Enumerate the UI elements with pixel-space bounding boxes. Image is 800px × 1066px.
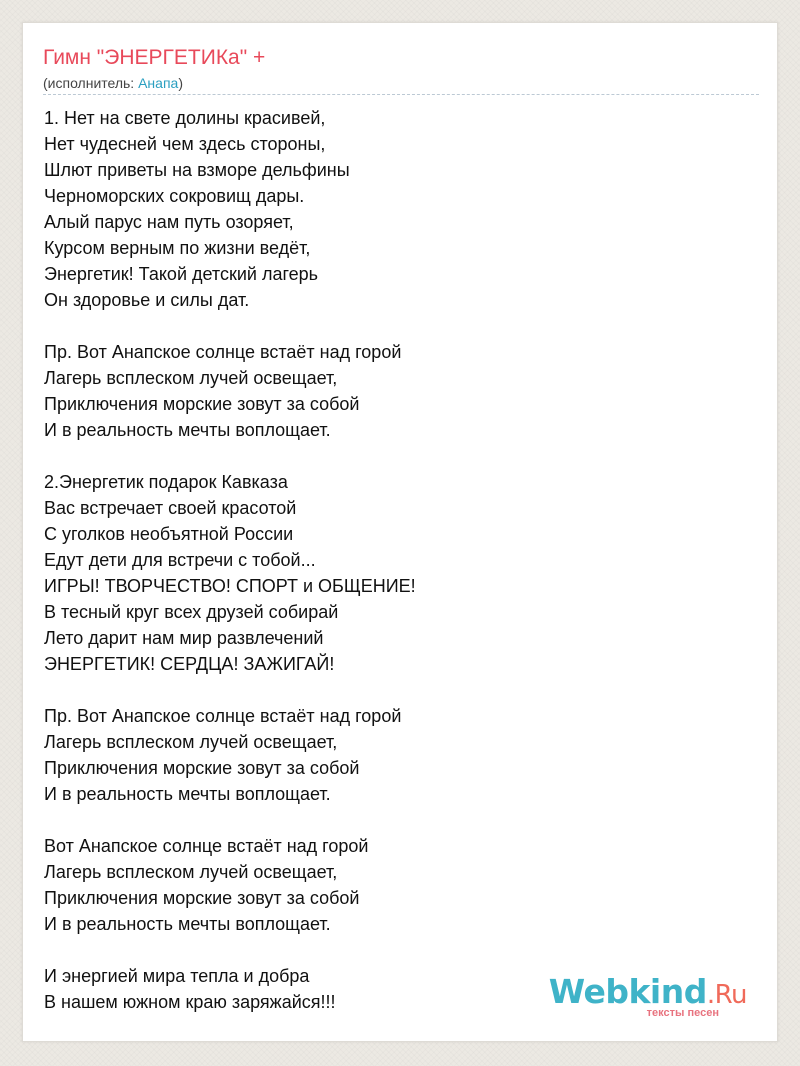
lyrics-text [44,105,744,1041]
lyrics-card [22,22,778,1042]
lyric-line: В тесный круг всех друзей собирай [44,602,339,622]
lyric-line: Лагерь всплеском лучей освещает, [44,862,338,882]
performer-prefix: (исполнитель: [43,75,139,91]
lyric-line: И в реальность мечты воплощает. [44,914,331,934]
lyric-line: Приключения морские зовут за собой [44,888,360,908]
lyrics-stanza [44,105,744,313]
logo-name: Webkind [548,972,707,1011]
performer-suffix: ) [178,75,183,91]
performer-link[interactable]: Анапа [138,75,179,91]
lyric-line: Он здоровье и силы дат. [44,290,250,310]
lyric-line: 2.Энергетик подарок Кавказа [44,472,288,492]
lyric-line: Едут дети для встречи с тобой... [44,550,316,570]
lyric-line: Вот Анапское солнце встаёт над горой [44,836,369,856]
lyric-line: ИГРЫ! ТВОРЧЕСТВО! СПОРТ и ОБЩЕНИЕ! [44,576,416,596]
lyric-line: Алый парус нам путь озоряет, [44,212,294,232]
lyric-line: С уголков необъятной России [44,524,294,544]
logo-tld: .Ru [706,980,747,1010]
lyric-line: Пр. Вот Анапское солнце встаёт над горой [44,706,402,726]
lyric-line: И в реальность мечты воплощает. [44,420,331,440]
lyric-line: 1. Нет на свете долины красивей, [44,108,326,128]
lyrics-stanza [44,339,744,443]
lyric-line: Энергетик! Такой детский лагерь [44,264,319,284]
lyrics-stanza [44,703,744,807]
lyric-line: Курсом верным по жизни ведёт, [44,238,311,258]
lyric-line: Лагерь всплеском лучей освещает, [44,368,338,388]
lyric-line: Лагерь всплеском лучей освещает, [44,732,338,752]
lyric-line: Приключения морские зовут за собой [44,758,360,778]
lyric-line: Пр. Вот Анапское солнце встаёт над горой [44,342,402,362]
lyric-line: В нашем южном краю заряжайся!!! [44,992,336,1012]
lyric-line: Лето дарит нам мир развлечений [44,628,324,648]
lyric-line: Черноморских сокровищ дары. [44,186,305,206]
logo-subtitle: тексты песен [646,1007,719,1019]
title-divider [43,94,759,95]
lyric-line: Шлют приветы на взморе дельфины [44,160,350,180]
lyric-line: Вас встречает своей красотой [44,498,297,518]
lyric-line: ЭНЕРГЕТИК! СЕРДЦА! ЗАЖИГАЙ! [44,654,335,674]
lyric-line: И энергией мира тепла и добра [44,966,310,986]
lyric-line: И в реальность мечты воплощает. [44,784,331,804]
lyric-line: Приключения морские зовут за собой [44,394,360,414]
lyrics-stanza [44,469,744,677]
song-title: Гимн "ЭНЕРГЕТИКа" + [43,46,266,69]
performer-line [43,74,183,92]
lyrics-stanza [44,833,744,937]
lyric-line: Нет чудесней чем здесь стороны, [44,134,326,154]
webkind-logo [548,972,753,1021]
